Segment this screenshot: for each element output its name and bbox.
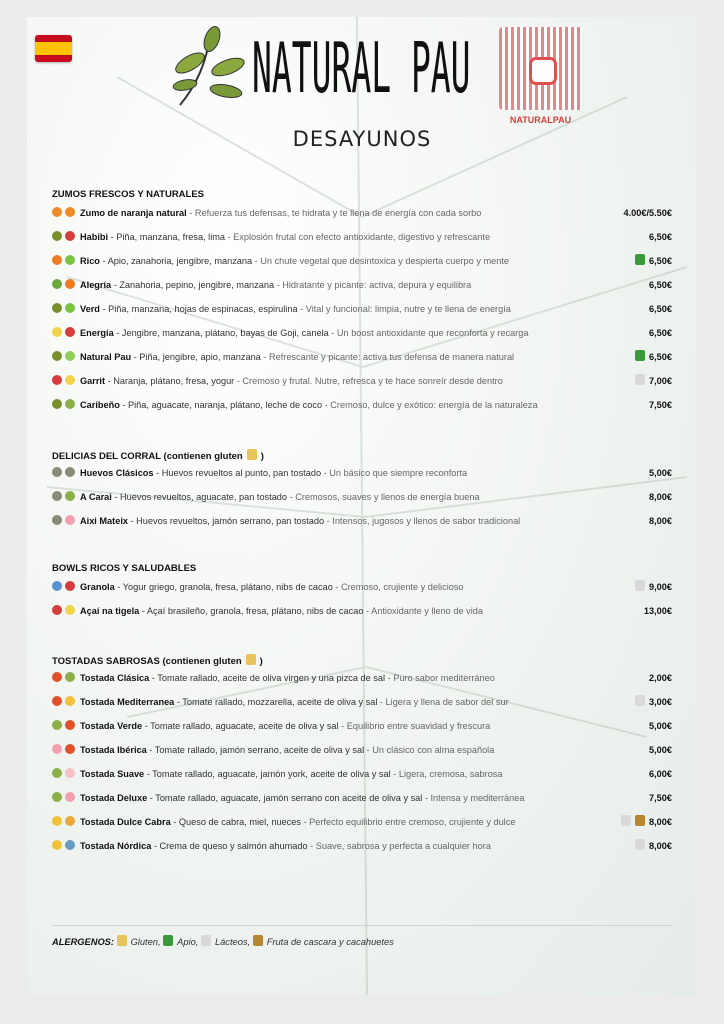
- menu-item: [52, 603, 672, 619]
- item-ingredients: - Tomate rallado, aguacate, jamón serrano con aceite de oliva y sal: [147, 793, 423, 803]
- menu-item: [52, 513, 672, 529]
- section-title: DELICIAS DEL CORRAL (contienen gluten ): [52, 451, 264, 462]
- ingredient-icons: [52, 814, 80, 830]
- ingredient-icons: [52, 603, 80, 619]
- ingredient-icon: [65, 672, 75, 682]
- ingredient-icon: [52, 207, 62, 217]
- item-name: Tostada Dulce Cabra: [80, 817, 171, 827]
- item-price-group: [635, 349, 672, 365]
- instagram-icon: [529, 57, 557, 85]
- menu-item: [52, 397, 672, 413]
- ingredient-icons: [52, 397, 80, 413]
- ingredient-icons: [52, 301, 80, 317]
- item-price-group: [635, 694, 672, 710]
- dairy-icon: [635, 695, 645, 706]
- divider: [52, 925, 672, 926]
- item-description: - Refrescante y picante: activa tus defensa de manera natural: [260, 352, 515, 362]
- ingredient-icons: [52, 325, 80, 341]
- ingredient-icons: [52, 205, 80, 221]
- item-ingredients: - Tomate rallado, aguacate, jamón york, aceite de oliva y sal: [144, 769, 391, 779]
- ingredient-icons: [52, 579, 80, 595]
- item-price-group: [649, 277, 672, 293]
- menu-item: [52, 349, 672, 365]
- ingredient-icons: [52, 670, 80, 686]
- item-price: 8,00€: [649, 817, 672, 827]
- item-price: 7,50€: [649, 793, 672, 803]
- item-description: - Un boost antioxidante que reconforta y recarga: [328, 328, 529, 338]
- dairy-icon: [635, 580, 645, 591]
- section-title: [52, 189, 204, 200]
- item-description: - Intensa y mediterránea: [422, 793, 525, 803]
- item-name: Tostada Nórdica: [80, 841, 152, 851]
- ingredient-icons: [52, 277, 80, 293]
- ingredient-icon: [52, 279, 62, 289]
- item-description: - Suave, sabrosa y perfecta a cualquier hora: [307, 841, 491, 851]
- item-ingredients: - Huevos revueltos al punto, pan tostado: [153, 468, 322, 478]
- item-name: Tostada Deluxe: [80, 793, 148, 803]
- item-name: Alegría: [80, 280, 112, 290]
- menu-item: [52, 694, 672, 710]
- item-price: 3,00€: [649, 697, 672, 707]
- item-price: 6,50€: [649, 304, 672, 314]
- menu-item: [52, 718, 672, 734]
- ingredient-icons: [52, 838, 80, 854]
- menu-item: [52, 301, 672, 317]
- item-description: - Cremoso, crujiente y delicioso: [332, 582, 464, 592]
- item-description: - Hidratante y picante: activa, depura y equilibra: [274, 280, 472, 290]
- item-name: Natural Pau: [80, 352, 132, 362]
- allergen-legend: [52, 935, 394, 947]
- section-title-text: BOWLS RICOS Y SALUDABLES: [52, 563, 197, 574]
- item-price: 2,00€: [649, 673, 672, 683]
- ingredient-icons: [52, 465, 80, 481]
- ingredient-icon: [65, 231, 75, 241]
- ingredient-icon: [65, 581, 75, 591]
- ingredient-icon: [52, 672, 62, 682]
- ingredient-icons: [52, 718, 80, 734]
- item-price: 4.00€/5.50€: [623, 208, 672, 218]
- menu-item: [52, 325, 672, 341]
- item-name: Açaí na tigela: [80, 606, 140, 616]
- menu-item: [52, 742, 672, 758]
- item-price: 6,50€: [649, 328, 672, 338]
- item-name: A Carai: [80, 492, 112, 502]
- ingredient-icon: [65, 840, 75, 850]
- legend-lacteos: Lácteos,: [214, 937, 251, 947]
- ingredient-icons: [52, 513, 80, 529]
- ingredient-icon: [52, 720, 62, 730]
- ingredient-icon: [65, 744, 75, 754]
- item-description: - Vital y funcional: limpia, nutre y te llena de energía: [297, 304, 511, 314]
- instagram-qr-code[interactable]: [499, 27, 582, 110]
- item-ingredients: - Piña, jengibre, apio, manzana: [131, 352, 261, 362]
- page-title: DESAYUNOS: [292, 127, 432, 151]
- ingredient-icon: [65, 491, 75, 501]
- dairy-icon: [635, 374, 645, 385]
- gluten-icon: [246, 654, 256, 665]
- item-description: - Ligera, cremosa, sabrosa: [390, 769, 503, 779]
- item-price-group: [649, 670, 672, 686]
- ingredient-icon: [52, 255, 62, 265]
- item-price-group: [649, 742, 672, 758]
- section-title-text: ZUMOS FRESCOS Y NATURALES: [52, 189, 205, 200]
- menu-item: [52, 205, 672, 221]
- ingredient-icon: [65, 515, 75, 525]
- section-title: [52, 563, 196, 574]
- ingredient-icons: [52, 694, 80, 710]
- qr-label: NATURALPAU: [509, 115, 572, 125]
- item-ingredients: - Tomate rallado, mozzarella, aceite de oliva y sal: [174, 697, 378, 707]
- ingredient-icon: [65, 605, 75, 615]
- menu-page: [27, 17, 697, 995]
- ingredient-icon: [65, 792, 75, 802]
- ingredient-icon: [65, 351, 75, 361]
- ingredient-icon: [65, 327, 75, 337]
- leaves-logo-icon: [170, 25, 248, 110]
- ingredient-icons: [52, 766, 80, 782]
- ingredient-icon: [52, 768, 62, 778]
- item-ingredients: - Açaí brasileño, granola, fresa, plátano, nibs de cacao: [139, 606, 364, 616]
- ingredient-icon: [52, 515, 62, 525]
- item-price-group: [649, 397, 672, 413]
- item-ingredients: - Queso de cabra, miel, nueces: [170, 817, 301, 827]
- item-price-group: [635, 373, 672, 389]
- item-price: 5,00€: [649, 745, 672, 755]
- ingredient-icon: [65, 303, 75, 313]
- item-price: 6,50€: [649, 352, 672, 362]
- menu-item: [52, 814, 672, 830]
- item-price: 7,50€: [649, 400, 672, 410]
- item-price-group: [649, 766, 672, 782]
- ingredient-icon: [52, 399, 62, 409]
- gluten-icon: [247, 449, 257, 460]
- item-price-group: [621, 814, 672, 830]
- item-price: 8,00€: [649, 841, 672, 851]
- item-price-group: [649, 790, 672, 806]
- celery-icon: [635, 254, 645, 265]
- ingredient-icon: [65, 816, 75, 826]
- item-ingredients: - Jengibre, manzana, plátano, bayas de Goji, canela: [113, 328, 329, 338]
- item-name: Caribeño: [80, 400, 120, 410]
- item-description: - Equilibrio entre suavidad y frescura: [338, 721, 491, 731]
- item-price-group: [649, 489, 672, 505]
- item-ingredients: - Naranja, plátano, fresa, yogur: [105, 376, 235, 386]
- item-price-group: [644, 603, 672, 619]
- item-price-group: [649, 325, 672, 341]
- item-name: Rico: [80, 256, 100, 266]
- item-price-group: [649, 229, 672, 245]
- section-title: TOSTADAS SABROSAS (contienen gluten ): [52, 656, 263, 667]
- item-ingredients: - Piña, manzana, fresa, lima: [108, 232, 226, 242]
- ingredient-icon: [65, 768, 75, 778]
- dairy-icon: [621, 815, 631, 826]
- item-ingredients: - Tomate rallado, jamón serrano, aceite de oliva y sal: [149, 745, 365, 755]
- item-price: 6,50€: [649, 256, 672, 266]
- menu-item: [52, 277, 672, 293]
- ingredient-icon: [65, 720, 75, 730]
- item-ingredients: - Piña, manzana, hojas de espinacas, espirulina: [99, 304, 298, 314]
- ingredient-icons: [52, 229, 80, 245]
- ingredient-icon: [65, 207, 75, 217]
- dairy-icon: [635, 839, 645, 850]
- item-name: Tostada Mediterranea: [80, 697, 175, 707]
- item-description: - Perfecto equilibrio entre cremoso, crujiente y dulce: [300, 817, 516, 827]
- nuts-icon: [253, 935, 263, 946]
- item-name: Aixi Mateix: [80, 516, 128, 526]
- item-ingredients: - Crema de queso y salmón ahumado: [151, 841, 308, 851]
- ingredient-icons: [52, 790, 80, 806]
- menu-item: [52, 253, 672, 269]
- menu-item: [52, 465, 672, 481]
- menu-item: [52, 790, 672, 806]
- ingredient-icon: [52, 816, 62, 826]
- item-ingredients: - Huevos revueltos, jamón serrano, pan tostado: [128, 516, 325, 526]
- item-price: 6,50€: [649, 232, 672, 242]
- nuts-icon: [635, 815, 645, 826]
- item-name: Huevos Clásicos: [80, 468, 154, 478]
- item-ingredients: - Apio, zanahoria, jengibre, manzana: [99, 256, 253, 266]
- item-price: 5,00€: [649, 721, 672, 731]
- ingredient-icon: [65, 279, 75, 289]
- item-name: Energía: [80, 328, 114, 338]
- gluten-icon: [117, 935, 127, 946]
- ingredient-icon: [52, 375, 62, 385]
- item-description: - Intensos, jugosos y llenos de sabor tradicional: [324, 516, 521, 526]
- section-title-text: DELICIAS DEL CORRAL (contienen gluten: [52, 451, 243, 462]
- item-name: Habibi: [80, 232, 109, 242]
- item-name: Tostada Suave: [80, 769, 145, 779]
- item-description: - Cremoso, dulce y exótico: energía de la naturaleza: [322, 400, 538, 410]
- ingredient-icon: [65, 399, 75, 409]
- menu-item: [52, 489, 672, 505]
- item-price: 9,00€: [649, 582, 672, 592]
- item-name: Tostada Clásica: [80, 673, 150, 683]
- item-price-group: [649, 718, 672, 734]
- ingredient-icons: [52, 349, 80, 365]
- ingredient-icon: [52, 303, 62, 313]
- ingredient-icon: [65, 255, 75, 265]
- ingredient-icon: [52, 351, 62, 361]
- ingredient-icon: [52, 581, 62, 591]
- item-name: Tostada Ibérica: [80, 745, 150, 755]
- ingredient-icon: [65, 696, 75, 706]
- item-price-group: [635, 253, 672, 269]
- ingredient-icon: [52, 696, 62, 706]
- ingredient-icons: [52, 253, 80, 269]
- legend-gluten: Gluten,: [130, 937, 161, 947]
- legend-frutos: Fruta de cascara y cacahuetes: [266, 937, 394, 947]
- celery-icon: [163, 935, 173, 946]
- item-description: - Ligera y llena de sabor del sur: [377, 697, 509, 707]
- item-ingredients: - Huevos revueltos, aguacate, pan tostado: [111, 492, 288, 502]
- section-title-text: TOSTADAS SABROSAS (contienen gluten: [52, 656, 242, 667]
- item-price-group: [649, 465, 672, 481]
- brand-logo-text: NATURAL PAU: [252, 26, 471, 109]
- menu-item: [52, 670, 672, 686]
- item-ingredients: - Tomate rallado, aceite de oliva virgen y una pizca de sal: [149, 673, 386, 683]
- menu-item: [52, 838, 672, 854]
- item-price-group: [649, 301, 672, 317]
- item-description: - Explosión frutal con efecto antioxidante, digestivo y refrescante: [225, 232, 491, 242]
- allergen-legend-label: ALERGENOS:: [52, 937, 114, 947]
- item-ingredients: - Yogur griego, granola, fresa, plátano, nibs de cacao: [114, 582, 333, 592]
- ingredient-icon: [65, 375, 75, 385]
- item-name: Tostada Verde: [80, 721, 143, 731]
- ingredient-icon: [52, 744, 62, 754]
- item-ingredients: - Zanahoria, pepino, jengibre, manzana: [111, 280, 275, 290]
- item-price: 13,00€: [643, 606, 672, 616]
- item-price: 6,00€: [649, 769, 672, 779]
- item-name: Zumo de naranja natural: [80, 208, 187, 218]
- legend-apio: Apio,: [177, 937, 199, 947]
- item-price-group: [635, 579, 672, 595]
- spanish-flag-icon[interactable]: [35, 35, 72, 62]
- ingredient-icon: [52, 467, 62, 477]
- ingredient-icon: [52, 491, 62, 501]
- menu-item: [52, 579, 672, 595]
- menu-item: [52, 766, 672, 782]
- item-description: - Refuerza tus defensas, te hidrata y te llena de energía con cada sorbo: [186, 208, 482, 218]
- item-name: Granola: [80, 582, 115, 592]
- item-price-group: [649, 513, 672, 529]
- ingredient-icon: [52, 605, 62, 615]
- item-name: Verd: [80, 304, 100, 314]
- item-description: - Un clásico con alma española: [364, 745, 495, 755]
- item-name: Garrit: [80, 376, 106, 386]
- menu-item: [52, 229, 672, 245]
- item-price: 5,00€: [649, 468, 672, 478]
- item-description: - Un chute vegetal que desintoxica y despierta cuerpo y mente: [252, 256, 510, 266]
- ingredient-icon: [65, 467, 75, 477]
- ingredient-icon: [52, 840, 62, 850]
- ingredient-icon: [52, 231, 62, 241]
- item-ingredients: - Tomate rallado, aguacate, aceite de oliva y sal: [142, 721, 339, 731]
- item-description: - Cremoso y frutal. Nutre, refresca y te hace sonreír desde dentro: [234, 376, 503, 386]
- item-description: - Un básico que siempre reconforta: [321, 468, 468, 478]
- ingredient-icons: [52, 489, 80, 505]
- item-description: - Cremosos, suaves y llenos de energía buena: [287, 492, 480, 502]
- ingredient-icon: [52, 327, 62, 337]
- ingredient-icon: [52, 792, 62, 802]
- item-price: 6,50€: [649, 280, 672, 290]
- item-price: 8,00€: [649, 516, 672, 526]
- item-price-group: [623, 205, 672, 221]
- item-price: 8,00€: [649, 492, 672, 502]
- ingredient-icons: [52, 373, 80, 389]
- ingredient-icons: [52, 742, 80, 758]
- celery-icon: [635, 350, 645, 361]
- dairy-icon: [201, 935, 211, 946]
- item-ingredients: - Piña, aguacate, naranja, plátano, leche de coco: [119, 400, 323, 410]
- item-description: - Antioxidante y lleno de vida: [363, 606, 483, 616]
- item-description: - Puro sabor mediterráneo: [385, 673, 495, 683]
- menu-item: [52, 373, 672, 389]
- item-price-group: [635, 838, 672, 854]
- item-price: 7,00€: [649, 376, 672, 386]
